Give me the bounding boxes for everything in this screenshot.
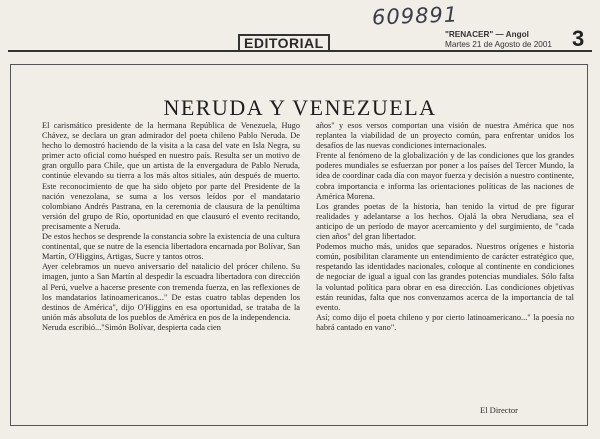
publication-info xyxy=(445,30,575,50)
paragraph: Así; como dijo el poeta chileno y por cierto latinoamericano..." la poesía no habrá cantado en vano". xyxy=(316,312,574,332)
article-column-left xyxy=(42,121,300,333)
paragraph: Podemos mucho más, unidos que separados. Nuestros orígenes e historia común, posibilitan claramente un entendimiento de carácter estratégico que, respetando las identidades nacionales, coloque al continente en condiciones de negociar de igual a igual con las grandes potencias mundiales. Sólo falta la voluntad política para obrar en esa dirección. Las condiciones objetivas están reunidas, falta que nos convenzamos acerca de la importancia de tal evento. xyxy=(316,242,574,312)
signature: El Director xyxy=(480,405,518,415)
paragraph: El carismático presidente de la hermana República de Venezuela, Hugo Chávez, se declara un gran admirador del poeta chileno Pablo Neruda. De hecho lo demostró haciendo de la visita a la casa del vate en Isla Negra, su primer acto oficial como huésped en nuestro país. Resulta ser un motivo de gran orgullo para Chile, que un artista de la envergadura de Pablo Neruda, continúe elevando su tierra a los más altos sitiales, aún después de muerto. Este reconocimiento de que ha sido objeto por parte del Presidente de la nación venezolana, se suma a los versos leídos por el mandatario colombiano Andrés Pastrana, en la ceremonia de clausura de la penúltima versión del grupo de Río, oportunidad en que clausuró el evento recitando, precisamente a Neruda. xyxy=(42,121,300,231)
paragraph: Frente al fenómeno de la globalización y de las condiciones que los grandes poderes mundiales se esfuerzan por poner a los países del Tercer Mundo, la idea de coordinar cada día con mayor fuerza y decisión a nuestro continente, cobra importancia e informa las orientaciones políticas de las naciones de América Morena. xyxy=(316,151,574,201)
paragraph: años" y esos versos comportan una visión de nuestra América que nos replantea la viabilidad de un proyecto común, para enfrentar unidos los desafíos de las nuevas condiciones internacionales. xyxy=(316,121,574,151)
paragraph: Neruda escribió..."Simón Bolívar, despierta cada cien xyxy=(42,322,221,332)
paragraph: De estos hechos se desprende la constancia sobre la existencia de una cultura continental, que se nutre de la esencia libertadora encarnada por Bolívar, San Martín, O'Higgins, Artigas, Sucre y tantos otros. xyxy=(42,232,300,262)
page-number: 3 xyxy=(572,26,585,51)
article-column-right xyxy=(316,121,574,333)
publication-date: Martes 21 de Agosto de 2001 xyxy=(445,40,552,49)
section-label: EDITORIAL xyxy=(238,34,330,52)
paragraph: Los grandes poetas de la historia, han tenido la virtud de pre figurar realidades y adelantarse a los hechos. Ojalá la obra Nerudiana, sea el anticipo de un período de mayor acercamiento y del surgimiento, de "cada cien años" del gran libertador. xyxy=(316,201,574,242)
paragraph: Ayer celebramos un nuevo aniversario del natalicio del prócer chileno. Su imagen, junto a San Martín al despedir la escuadra libertadora con dirección al Perú, vuelve a hacerse presente con tremenda fuerza, en las reflexiones de los mandatarios latinoamericanos..." De estas cuatro tablas dependen los destinos de América", dijo O'Higgins en esa oportunidad, se trataba de la unión más absoluta de los pueblos de América en pos de la independencia. xyxy=(42,262,300,322)
article-title: NERUDA Y VENEZUELA xyxy=(163,94,437,120)
handwritten-number: 609891 xyxy=(371,2,459,30)
publication-name: "RENACER" — Angol xyxy=(445,30,529,39)
